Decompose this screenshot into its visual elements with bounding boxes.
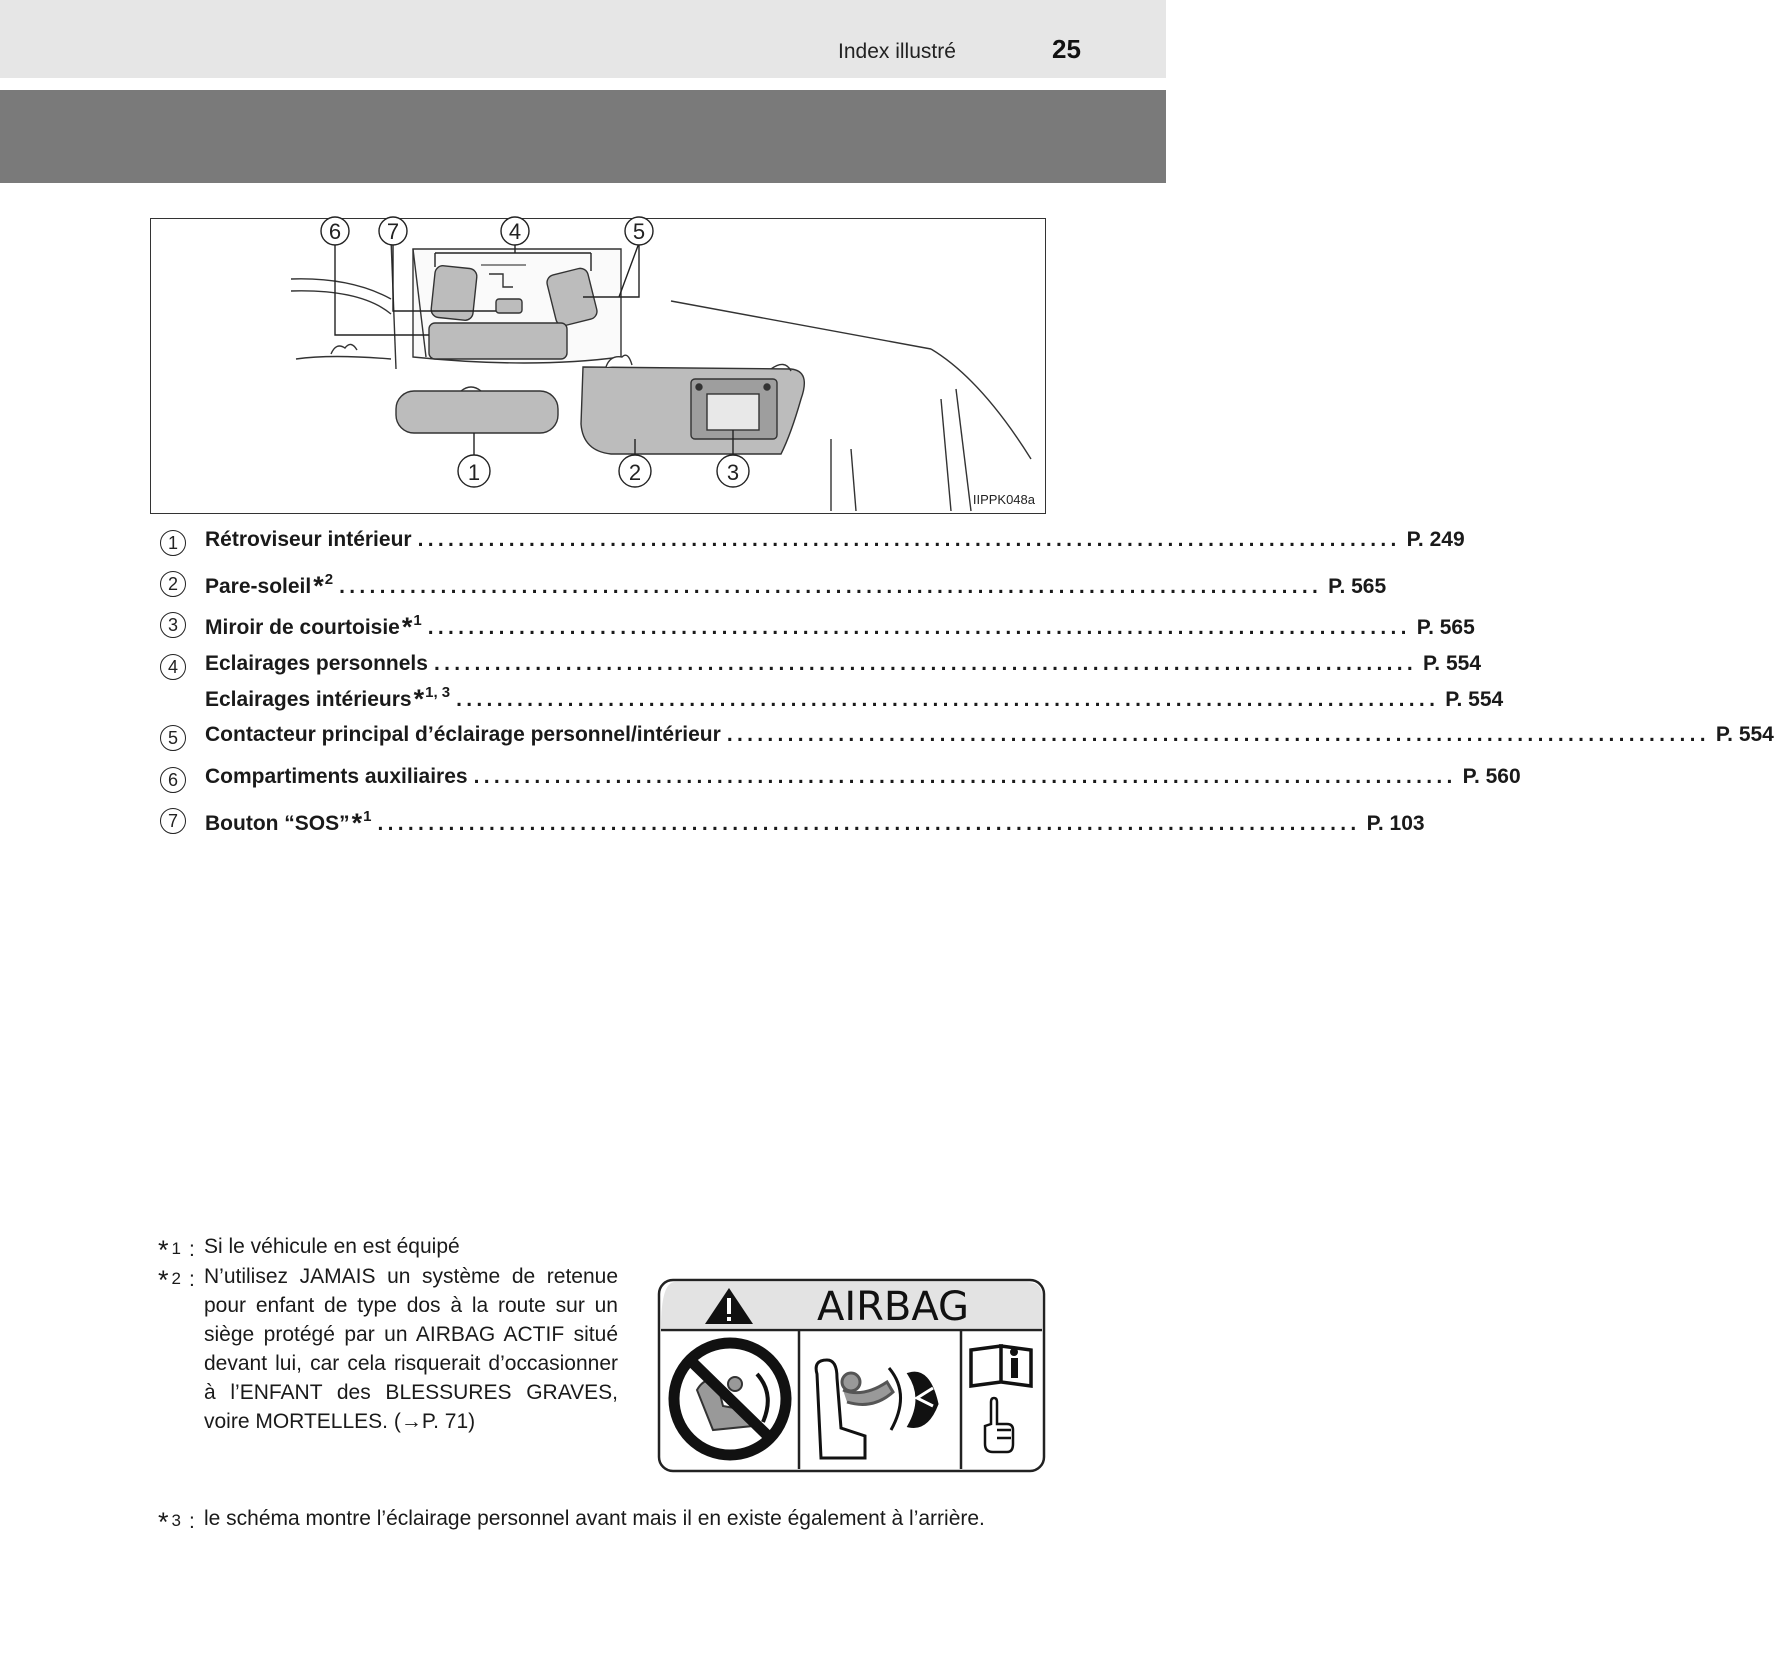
item-number: 5 — [160, 725, 186, 751]
callout-3 — [717, 455, 749, 487]
footnote-ref: 1 — [413, 612, 422, 629]
page-reference-link[interactable]: P. 554 — [1445, 688, 1504, 711]
overhead-console-drawing — [151, 219, 1047, 515]
footnote-star: * — [401, 612, 413, 642]
list-item-7 — [160, 806, 1425, 838]
callout-4 — [501, 217, 529, 245]
footnote-text: N’utilisez JAMAIS un système de retenue pour enfant de type dos à la route sur un siège protégé par un AIRBAG ACTIF situé devant lui, car cela risquerait d’occasionner à l’ENFANT des BLESSURES GRAVES, voire MORTELLES. (→P. 71) — [204, 1265, 618, 1433]
leader-dots: ................................................................................................. — [377, 812, 1361, 835]
item-number: 4 — [160, 654, 186, 680]
item-label: Rétroviseur intérieur — [205, 528, 412, 551]
page-reference-link[interactable]: P. 565 — [1328, 575, 1387, 598]
leader-dots: ................................................................................................. — [456, 688, 1440, 711]
page-reference-link[interactable]: P. 249 — [1406, 528, 1465, 551]
page-reference-link[interactable]: P. 565 — [1416, 616, 1475, 639]
no-rear-facing-child-seat-icon — [674, 1343, 786, 1455]
header-band — [0, 0, 1166, 78]
footnote-ref: 2 — [324, 571, 334, 588]
item-label: Contacteur principal d’éclairage personnel/intérieur — [205, 723, 721, 746]
list-item-2 — [160, 569, 1387, 601]
footnote-star: * — [158, 1235, 169, 1265]
svg-text:1: 1 — [467, 460, 481, 485]
footnote-mark: 1 — [171, 1239, 181, 1258]
item-number: 3 — [160, 612, 186, 638]
leader-dots: ................................................................................................. — [433, 652, 1417, 675]
svg-text:3: 3 — [726, 460, 740, 485]
callout-2 — [619, 455, 651, 487]
svg-text:7: 7 — [386, 219, 400, 244]
svg-text:6: 6 — [328, 219, 342, 244]
footnote-ref: 1, 3 — [425, 684, 451, 701]
title-bar — [0, 90, 1166, 183]
leader-dots: ................................................................................................. — [417, 528, 1401, 551]
list-item-3 — [160, 610, 1475, 642]
item-label: Compartiments auxiliaires — [205, 765, 468, 788]
list-item-6 — [160, 765, 1521, 795]
list-item-5 — [160, 723, 1774, 753]
footnote-mark: 2 — [171, 1269, 181, 1288]
callout-1 — [458, 455, 490, 487]
airbag-title: AIRBAG — [816, 1284, 970, 1330]
leader-dots: ................................................................................................. — [726, 723, 1710, 746]
footnote-text: Si le véhicule en est équipé — [204, 1235, 460, 1258]
list-item-4 — [160, 652, 1504, 714]
footnote-ref: 1 — [363, 808, 372, 825]
svg-text:2: 2 — [628, 460, 642, 485]
footnote-mark: 3 — [171, 1511, 181, 1530]
item-number: 2 — [160, 571, 186, 597]
section-title: Index illustré — [838, 40, 956, 63]
illustration-code: IIPPK048a — [972, 492, 1035, 507]
page-reference-link[interactable]: P. 103 — [1366, 812, 1425, 835]
callout-6 — [321, 217, 349, 245]
svg-text:4: 4 — [508, 219, 522, 244]
airbag-label-drawing — [657, 1278, 1046, 1473]
callout-5 — [625, 217, 653, 245]
item-number: 6 — [160, 767, 186, 793]
item-number: 7 — [160, 808, 186, 834]
page-reference-link[interactable]: P. 560 — [1462, 765, 1521, 788]
overhead-illustration — [150, 218, 1046, 514]
footnote-star: * — [351, 808, 363, 838]
leader-dots: ................................................................................................. — [427, 616, 1411, 639]
item-label: Pare-soleil — [205, 575, 312, 598]
footnote-star: * — [313, 571, 324, 601]
leader-dots: ................................................................................................. — [473, 765, 1457, 788]
callout-7 — [379, 217, 407, 245]
page-number: 25 — [1052, 34, 1081, 64]
leader-dots: ................................................................................................. — [339, 575, 1323, 598]
footnote-star: * — [413, 684, 425, 714]
footnote-star: * — [158, 1507, 169, 1537]
item-label: Bouton “SOS” — [205, 812, 350, 835]
page-reference-link[interactable]: P. 554 — [1715, 723, 1774, 746]
item-number: 1 — [160, 530, 186, 556]
svg-text:5: 5 — [632, 219, 646, 244]
list-item-1 — [160, 528, 1465, 558]
manual-info-icon — [971, 1346, 1031, 1386]
footnote-star: * — [158, 1265, 169, 1295]
footnote-text: le schéma montre l’éclairage personnel avant mais il en existe également à l’arrière. — [204, 1507, 985, 1530]
airbag-warning-label — [657, 1278, 1046, 1473]
item-sublabel: Eclairages intérieurs — [205, 688, 412, 711]
item-label: Eclairages personnels — [205, 652, 428, 675]
item-label: Miroir de courtoisie — [205, 616, 400, 639]
page-reference-link[interactable]: P. 554 — [1423, 652, 1482, 675]
